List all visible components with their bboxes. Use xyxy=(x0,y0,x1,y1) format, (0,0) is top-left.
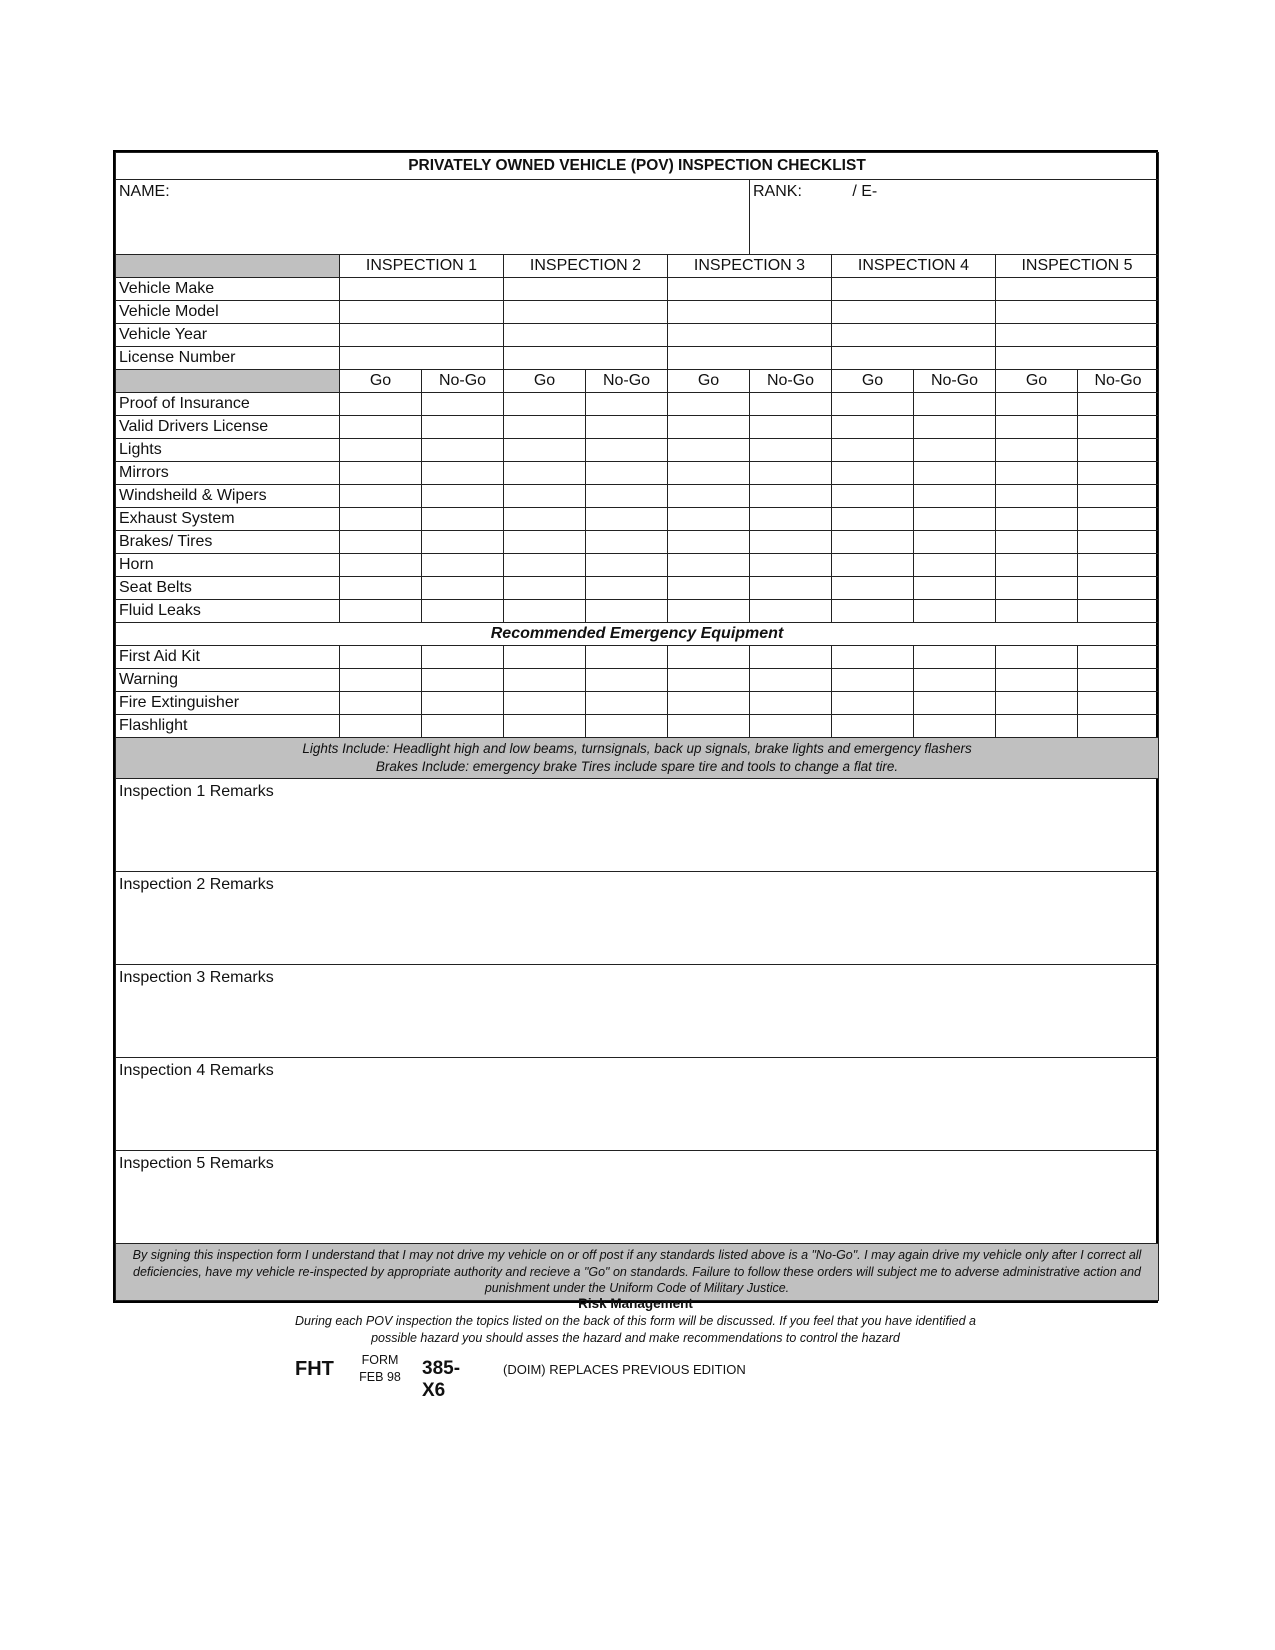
go-checkbox[interactable] xyxy=(668,508,750,531)
go-checkbox[interactable] xyxy=(996,715,1078,738)
nogo-checkbox[interactable] xyxy=(914,692,996,715)
vehicle-field-label: Vehicle Make xyxy=(116,278,340,301)
checklist-table xyxy=(115,152,1159,1301)
inspection-form xyxy=(113,150,1158,1303)
risk-management xyxy=(113,1296,1158,1346)
check-item-label: Brakes/ Tires xyxy=(116,531,340,554)
nogo-checkbox[interactable] xyxy=(914,508,996,531)
nogo-checkbox[interactable] xyxy=(1078,531,1159,554)
go-checkbox[interactable] xyxy=(996,646,1078,669)
go-checkbox[interactable] xyxy=(668,462,750,485)
nogo-header: No-Go xyxy=(750,370,832,393)
remarks-field[interactable] xyxy=(116,1058,1159,1151)
nogo-checkbox[interactable] xyxy=(914,600,996,623)
go-checkbox[interactable] xyxy=(340,646,422,669)
nogo-checkbox[interactable] xyxy=(586,600,668,623)
go-checkbox[interactable] xyxy=(340,485,422,508)
go-checkbox[interactable] xyxy=(340,577,422,600)
nogo-checkbox[interactable] xyxy=(586,393,668,416)
go-checkbox[interactable] xyxy=(832,508,914,531)
remarks-label: Inspection 4 Remarks xyxy=(119,1062,274,1079)
remarks-label: Inspection 1 Remarks xyxy=(119,783,274,800)
nogo-checkbox[interactable] xyxy=(1078,577,1159,600)
go-checkbox[interactable] xyxy=(504,600,586,623)
go-checkbox[interactable] xyxy=(668,669,750,692)
go-header: Go xyxy=(832,370,914,393)
go-checkbox[interactable] xyxy=(832,692,914,715)
note-line: Lights Include: Headlight high and low beams, turnsignals, back up signals, brake lights and emergency flashers xyxy=(302,741,972,756)
header-blank-cell xyxy=(116,255,340,278)
edition-note: (DOIM) REPLACES PREVIOUS EDITION xyxy=(503,1362,746,1377)
nogo-header: No-Go xyxy=(422,370,504,393)
vehicle-field-label: License Number xyxy=(116,347,340,370)
nogo-checkbox[interactable] xyxy=(750,692,832,715)
go-checkbox[interactable] xyxy=(504,715,586,738)
vehicle-entry-cell[interactable] xyxy=(340,278,504,301)
name-field[interactable] xyxy=(116,180,750,255)
check-item-label: Flashlight xyxy=(116,715,340,738)
go-header: Go xyxy=(340,370,422,393)
go-checkbox[interactable] xyxy=(668,646,750,669)
vehicle-entry-cell[interactable] xyxy=(340,347,504,370)
nogo-checkbox[interactable] xyxy=(914,462,996,485)
go-header: Go xyxy=(504,370,586,393)
nogo-checkbox[interactable] xyxy=(586,715,668,738)
nogo-header: No-Go xyxy=(914,370,996,393)
go-checkbox[interactable] xyxy=(996,508,1078,531)
go-checkbox[interactable] xyxy=(340,600,422,623)
check-row xyxy=(116,416,1159,439)
nogo-header: No-Go xyxy=(586,370,668,393)
check-item-label: Seat Belts xyxy=(116,577,340,600)
check-row xyxy=(116,554,1159,577)
check-row xyxy=(116,715,1159,738)
form-title: PRIVATELY OWNED VEHICLE (POV) INSPECTION CHECKLIST xyxy=(116,153,1159,180)
check-item-label: Warning xyxy=(116,669,340,692)
nogo-checkbox[interactable] xyxy=(1078,669,1159,692)
vehicle-entry-cell[interactable] xyxy=(996,301,1159,324)
go-checkbox[interactable] xyxy=(996,669,1078,692)
inspection-header: INSPECTION 2 xyxy=(504,255,668,278)
check-row xyxy=(116,439,1159,462)
nogo-checkbox[interactable] xyxy=(750,485,832,508)
nogo-checkbox[interactable] xyxy=(1078,600,1159,623)
go-checkbox[interactable] xyxy=(504,393,586,416)
go-checkbox[interactable] xyxy=(504,669,586,692)
vehicle-entry-cell[interactable] xyxy=(668,278,832,301)
nogo-checkbox[interactable] xyxy=(586,554,668,577)
check-item-label: Fire Extinguisher xyxy=(116,692,340,715)
nogo-checkbox[interactable] xyxy=(750,416,832,439)
nogo-checkbox[interactable] xyxy=(422,600,504,623)
nogo-checkbox[interactable] xyxy=(422,577,504,600)
vehicle-entry-cell[interactable] xyxy=(504,278,668,301)
check-row xyxy=(116,485,1159,508)
nogo-checkbox[interactable] xyxy=(750,393,832,416)
nogo-checkbox[interactable] xyxy=(750,646,832,669)
go-checkbox[interactable] xyxy=(996,531,1078,554)
nogo-checkbox[interactable] xyxy=(750,462,832,485)
check-row xyxy=(116,531,1159,554)
nogo-checkbox[interactable] xyxy=(1078,715,1159,738)
remarks-field[interactable] xyxy=(116,965,1159,1058)
go-checkbox[interactable] xyxy=(504,508,586,531)
nogo-checkbox[interactable] xyxy=(1078,462,1159,485)
inspection-header: INSPECTION 4 xyxy=(832,255,996,278)
nogo-checkbox[interactable] xyxy=(1078,508,1159,531)
go-checkbox[interactable] xyxy=(996,600,1078,623)
remarks-label: Inspection 2 Remarks xyxy=(119,876,274,893)
remarks-label: Inspection 3 Remarks xyxy=(119,969,274,986)
remarks-label: Inspection 5 Remarks xyxy=(119,1155,274,1172)
go-checkbox[interactable] xyxy=(668,692,750,715)
go-checkbox[interactable] xyxy=(504,485,586,508)
nogo-checkbox[interactable] xyxy=(750,531,832,554)
inspection-header: INSPECTION 5 xyxy=(996,255,1159,278)
go-checkbox[interactable] xyxy=(832,577,914,600)
gonogo-blank-cell xyxy=(116,370,340,393)
go-checkbox[interactable] xyxy=(340,554,422,577)
nogo-checkbox[interactable] xyxy=(1078,416,1159,439)
go-checkbox[interactable] xyxy=(504,416,586,439)
nogo-checkbox[interactable] xyxy=(750,508,832,531)
go-checkbox[interactable] xyxy=(832,462,914,485)
rank-field[interactable] xyxy=(750,180,1159,255)
go-checkbox[interactable] xyxy=(668,439,750,462)
go-checkbox[interactable] xyxy=(340,508,422,531)
go-checkbox[interactable] xyxy=(340,669,422,692)
check-row xyxy=(116,508,1159,531)
nogo-checkbox[interactable] xyxy=(1078,485,1159,508)
form-label: FORM xyxy=(361,1353,399,1367)
inspection-header: INSPECTION 3 xyxy=(668,255,832,278)
nogo-checkbox[interactable] xyxy=(422,554,504,577)
vehicle-entry-cell[interactable] xyxy=(668,347,832,370)
go-checkbox[interactable] xyxy=(832,485,914,508)
nogo-checkbox[interactable] xyxy=(586,669,668,692)
check-item-label: Horn xyxy=(116,554,340,577)
go-checkbox[interactable] xyxy=(668,485,750,508)
go-header: Go xyxy=(996,370,1078,393)
nogo-checkbox[interactable] xyxy=(750,577,832,600)
vehicle-row xyxy=(116,324,1159,347)
go-checkbox[interactable] xyxy=(340,416,422,439)
vehicle-row xyxy=(116,347,1159,370)
check-item-label: Fluid Leaks xyxy=(116,600,340,623)
nogo-checkbox[interactable] xyxy=(914,554,996,577)
go-checkbox[interactable] xyxy=(668,577,750,600)
note-line: Brakes Include: emergency brake Tires include spare tire and tools to change a flat tire. xyxy=(375,759,899,774)
nogo-checkbox[interactable] xyxy=(586,439,668,462)
vehicle-entry-cell[interactable] xyxy=(996,324,1159,347)
nogo-checkbox[interactable] xyxy=(422,485,504,508)
vehicle-field-label: Vehicle Year xyxy=(116,324,340,347)
nogo-checkbox[interactable] xyxy=(750,439,832,462)
go-checkbox[interactable] xyxy=(832,416,914,439)
nogo-checkbox[interactable] xyxy=(422,508,504,531)
risk-title: Risk Management xyxy=(578,1296,693,1311)
go-checkbox[interactable] xyxy=(668,531,750,554)
vehicle-entry-cell[interactable] xyxy=(996,278,1159,301)
go-checkbox[interactable] xyxy=(340,439,422,462)
check-item-label: Exhaust System xyxy=(116,508,340,531)
go-checkbox[interactable] xyxy=(340,393,422,416)
go-checkbox[interactable] xyxy=(504,646,586,669)
go-checkbox[interactable] xyxy=(832,393,914,416)
vehicle-entry-cell[interactable] xyxy=(832,301,996,324)
vehicle-entry-cell[interactable] xyxy=(668,324,832,347)
nogo-checkbox[interactable] xyxy=(914,669,996,692)
nogo-checkbox[interactable] xyxy=(586,508,668,531)
nogo-checkbox[interactable] xyxy=(422,646,504,669)
go-checkbox[interactable] xyxy=(340,462,422,485)
vehicle-entry-cell[interactable] xyxy=(996,347,1159,370)
vehicle-entry-cell[interactable] xyxy=(340,324,504,347)
nogo-header: No-Go xyxy=(1078,370,1159,393)
go-checkbox[interactable] xyxy=(996,416,1078,439)
nogo-checkbox[interactable] xyxy=(586,577,668,600)
nogo-checkbox[interactable] xyxy=(422,692,504,715)
go-checkbox[interactable] xyxy=(668,715,750,738)
nogo-checkbox[interactable] xyxy=(1078,692,1159,715)
vehicle-entry-cell[interactable] xyxy=(668,301,832,324)
nogo-checkbox[interactable] xyxy=(1078,393,1159,416)
nogo-checkbox[interactable] xyxy=(914,439,996,462)
inspection-header: INSPECTION 1 xyxy=(340,255,504,278)
vehicle-entry-cell[interactable] xyxy=(340,301,504,324)
form-label-block xyxy=(355,1352,405,1386)
go-checkbox[interactable] xyxy=(996,485,1078,508)
nogo-checkbox[interactable] xyxy=(422,393,504,416)
nogo-checkbox[interactable] xyxy=(586,646,668,669)
go-checkbox[interactable] xyxy=(504,462,586,485)
go-checkbox[interactable] xyxy=(340,715,422,738)
go-checkbox[interactable] xyxy=(832,669,914,692)
go-checkbox[interactable] xyxy=(832,554,914,577)
go-checkbox[interactable] xyxy=(996,462,1078,485)
go-checkbox[interactable] xyxy=(504,554,586,577)
vehicle-entry-cell[interactable] xyxy=(504,324,668,347)
nogo-checkbox[interactable] xyxy=(1078,439,1159,462)
check-row xyxy=(116,393,1159,416)
check-item-label: Mirrors xyxy=(116,462,340,485)
rank-label: RANK: xyxy=(753,183,802,200)
nogo-checkbox[interactable] xyxy=(586,531,668,554)
go-checkbox[interactable] xyxy=(668,416,750,439)
nogo-checkbox[interactable] xyxy=(750,715,832,738)
check-item-label: Windsheild & Wipers xyxy=(116,485,340,508)
vehicle-row xyxy=(116,278,1159,301)
go-checkbox[interactable] xyxy=(668,554,750,577)
nogo-checkbox[interactable] xyxy=(422,462,504,485)
org-code: FHT xyxy=(295,1358,334,1380)
vehicle-entry-cell[interactable] xyxy=(832,278,996,301)
vehicle-entry-cell[interactable] xyxy=(504,347,668,370)
go-checkbox[interactable] xyxy=(996,393,1078,416)
check-item-label: Proof of Insurance xyxy=(116,393,340,416)
check-item-label: First Aid Kit xyxy=(116,646,340,669)
remarks-field[interactable] xyxy=(116,779,1159,872)
go-checkbox[interactable] xyxy=(832,600,914,623)
nogo-checkbox[interactable] xyxy=(914,485,996,508)
nogo-checkbox[interactable] xyxy=(914,577,996,600)
check-row xyxy=(116,600,1159,623)
vehicle-entry-cell[interactable] xyxy=(832,324,996,347)
check-item-label: Lights xyxy=(116,439,340,462)
go-checkbox[interactable] xyxy=(832,646,914,669)
nogo-checkbox[interactable] xyxy=(422,416,504,439)
check-row xyxy=(116,462,1159,485)
go-checkbox[interactable] xyxy=(504,439,586,462)
remarks-field[interactable] xyxy=(116,1151,1159,1244)
go-checkbox[interactable] xyxy=(996,577,1078,600)
go-checkbox[interactable] xyxy=(832,439,914,462)
remarks-field[interactable] xyxy=(116,872,1159,965)
vehicle-entry-cell[interactable] xyxy=(504,301,668,324)
nogo-checkbox[interactable] xyxy=(586,416,668,439)
nogo-checkbox[interactable] xyxy=(1078,554,1159,577)
nogo-checkbox[interactable] xyxy=(586,692,668,715)
nogo-checkbox[interactable] xyxy=(914,646,996,669)
risk-text: During each POV inspection the topics listed on the back of this form will be discussed. If you feel that you have identified a possible hazard you should asses the hazard and make recommendations to control the hazard xyxy=(295,1314,976,1345)
nogo-checkbox[interactable] xyxy=(586,462,668,485)
nogo-checkbox[interactable] xyxy=(750,600,832,623)
go-checkbox[interactable] xyxy=(996,439,1078,462)
name-label: NAME: xyxy=(119,183,170,200)
go-checkbox[interactable] xyxy=(668,600,750,623)
form-number: 385-X6 xyxy=(422,1358,461,1401)
go-checkbox[interactable] xyxy=(340,531,422,554)
nogo-checkbox[interactable] xyxy=(1078,646,1159,669)
go-checkbox[interactable] xyxy=(668,393,750,416)
nogo-checkbox[interactable] xyxy=(586,485,668,508)
rank-suffix: / E- xyxy=(852,183,878,200)
nogo-checkbox[interactable] xyxy=(422,669,504,692)
vehicle-field-label: Vehicle Model xyxy=(116,301,340,324)
nogo-checkbox[interactable] xyxy=(914,416,996,439)
go-checkbox[interactable] xyxy=(996,692,1078,715)
go-checkbox[interactable] xyxy=(340,692,422,715)
nogo-checkbox[interactable] xyxy=(914,393,996,416)
form-date: FEB 98 xyxy=(359,1370,401,1384)
inspection-notes xyxy=(116,738,1159,779)
check-row xyxy=(116,692,1159,715)
nogo-checkbox[interactable] xyxy=(914,531,996,554)
go-header: Go xyxy=(668,370,750,393)
nogo-checkbox[interactable] xyxy=(914,715,996,738)
go-checkbox[interactable] xyxy=(504,577,586,600)
go-checkbox[interactable] xyxy=(832,531,914,554)
acknowledgement-statement: By signing this inspection form I understand that I may not drive my vehicle on or off post if any standards listed above is a "No-Go". I may again drive my vehicle only after I correct all deficiencies, have my vehicle re-inspected by appropriate authority and recieve a "Go" on standards. Failure to follow these orders will subject me to adverse administrative action and punishment under the Uniform Code of Military Justice. xyxy=(116,1244,1159,1301)
go-checkbox[interactable] xyxy=(504,531,586,554)
nogo-checkbox[interactable] xyxy=(422,715,504,738)
check-item-label: Valid Drivers License xyxy=(116,416,340,439)
go-checkbox[interactable] xyxy=(504,692,586,715)
go-checkbox[interactable] xyxy=(832,715,914,738)
vehicle-entry-cell[interactable] xyxy=(832,347,996,370)
emergency-section-title: Recommended Emergency Equipment xyxy=(116,623,1159,646)
check-row xyxy=(116,669,1159,692)
go-checkbox[interactable] xyxy=(996,554,1078,577)
vehicle-row xyxy=(116,301,1159,324)
check-row xyxy=(116,577,1159,600)
nogo-checkbox[interactable] xyxy=(422,531,504,554)
nogo-checkbox[interactable] xyxy=(750,554,832,577)
nogo-checkbox[interactable] xyxy=(750,669,832,692)
check-row xyxy=(116,646,1159,669)
nogo-checkbox[interactable] xyxy=(422,439,504,462)
